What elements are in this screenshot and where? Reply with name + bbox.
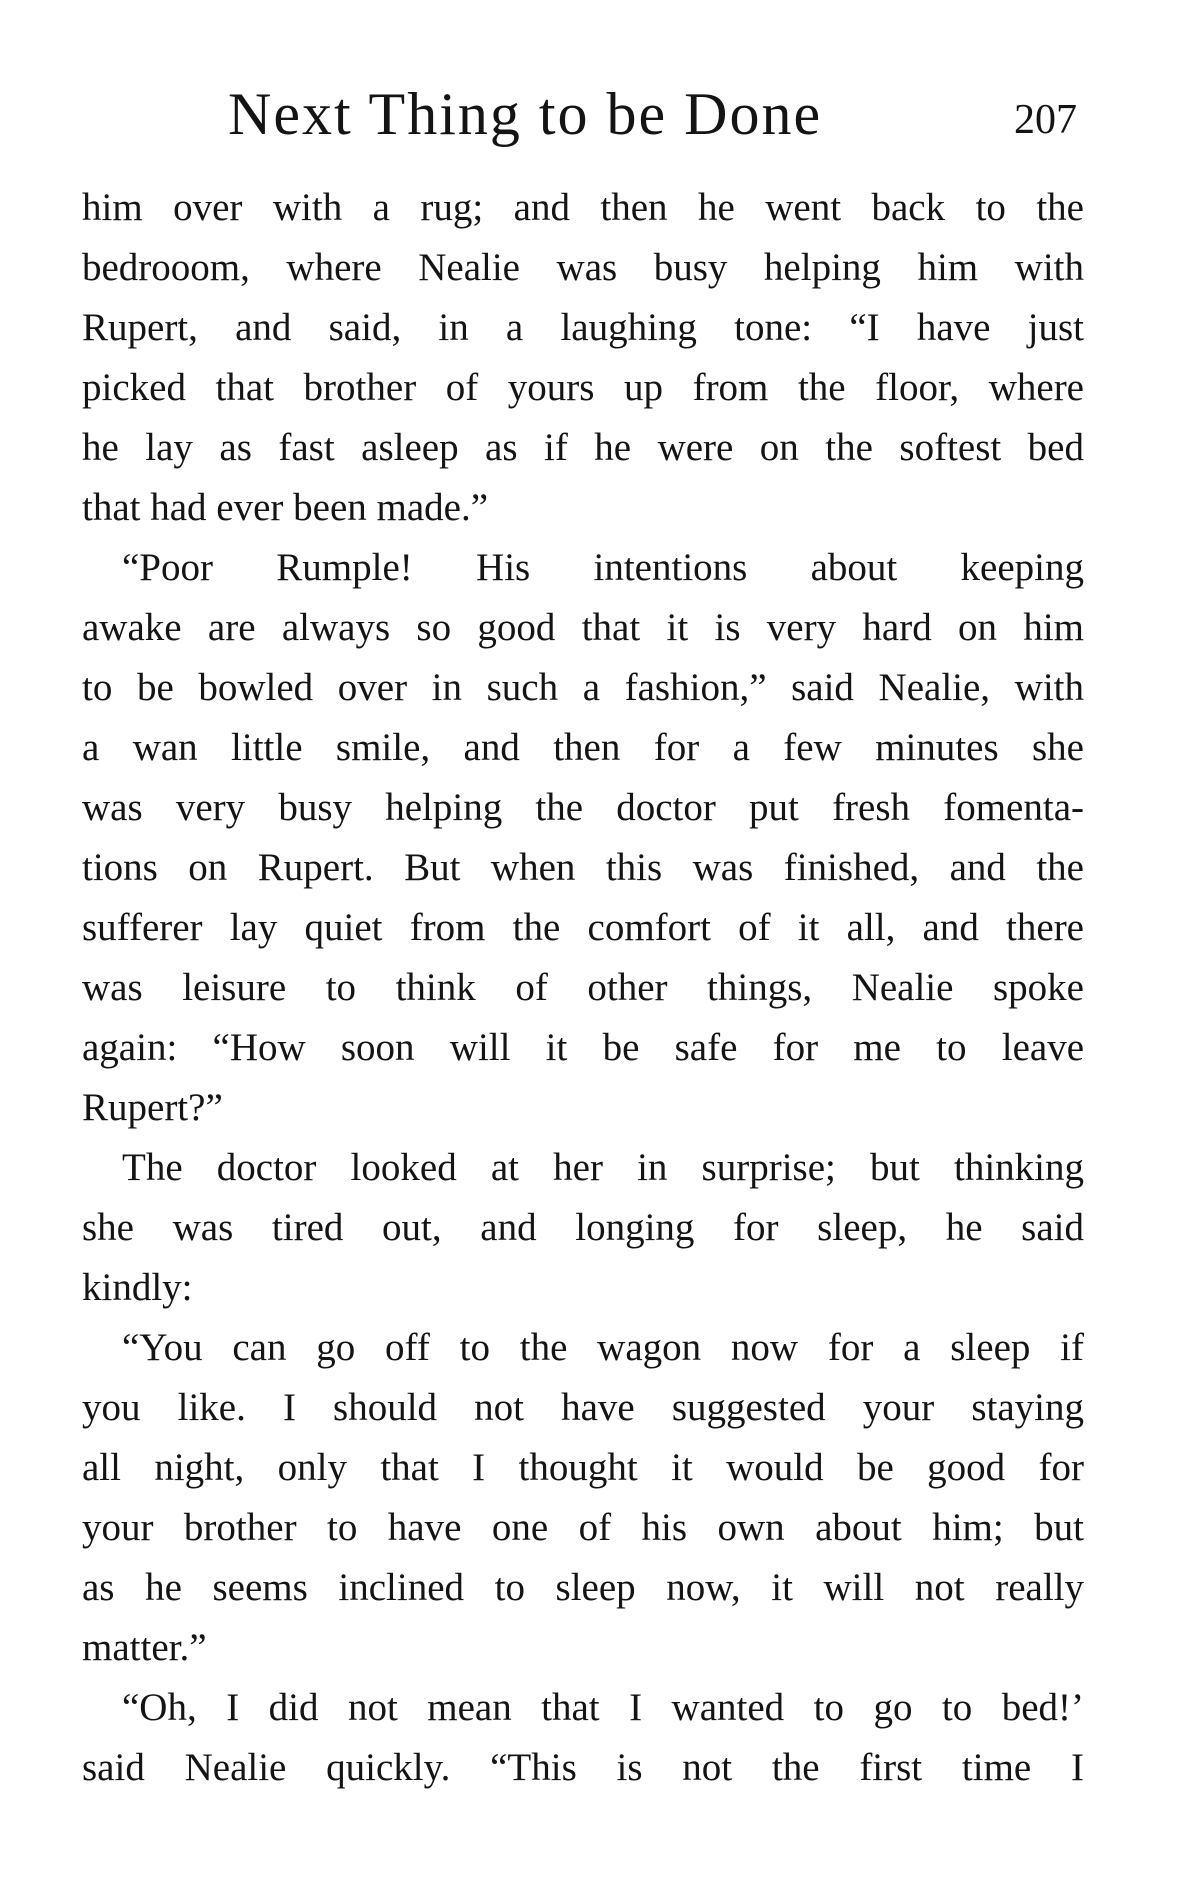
text-line: sufferer lay quiet from the comfort of it all, and there	[82, 906, 1084, 949]
text-line: matter.”	[82, 1626, 207, 1669]
text-line: a wan little smile, and then for a few minutes she	[82, 726, 1084, 769]
text-line: to be bowled over in such a fashion,” said Nealie, with	[82, 666, 1084, 709]
text-line: she was tired out, and longing for sleep, he said	[82, 1206, 1084, 1249]
text-line: was leisure to think of other things, Nealie spoke	[82, 966, 1084, 1009]
text-line: Rupert, and said, in a laughing tone: “I have just	[82, 306, 1084, 349]
text-line: he lay as fast asleep as if he were on the softest bed	[82, 426, 1084, 469]
text-line: tions on Rupert. But when this was finished, and the	[82, 846, 1084, 889]
page-number: 207	[1014, 97, 1077, 143]
text-line: “Poor Rumple! His intentions about keeping	[122, 546, 1084, 589]
text-line: The doctor looked at her in surprise; but thinking	[122, 1146, 1084, 1189]
running-head	[0, 78, 1198, 158]
text-line: you like. I should not have suggested your staying	[82, 1386, 1084, 1429]
text-line: “Oh, I did not mean that I wanted to go to bed!’	[122, 1686, 1084, 1729]
text-line: him over with a rug; and then he went back to the	[82, 186, 1084, 229]
text-line: that had ever been made.”	[82, 486, 489, 529]
text-line: said Nealie quickly. “This is not the first time I	[82, 1746, 1084, 1789]
text-line: your brother to have one of his own about him; but	[82, 1506, 1084, 1549]
text-line: picked that brother of yours up from the floor, where	[82, 366, 1084, 409]
running-title: Next Thing to be Done	[228, 81, 823, 147]
text-line: awake are always so good that it is very hard on him	[82, 606, 1084, 649]
text-line: Rupert?”	[82, 1086, 223, 1129]
text-line: as he seems inclined to sleep now, it will not really	[82, 1566, 1084, 1609]
body-text	[82, 178, 1084, 1798]
text-line: again: “How soon will it be safe for me to leave	[82, 1026, 1084, 1069]
text-line: all night, only that I thought it would be good for	[82, 1446, 1084, 1489]
text-line: was very busy helping the doctor put fresh fomenta-	[82, 786, 1084, 829]
text-line: bedrooom, where Nealie was busy helping him with	[82, 246, 1084, 289]
text-line: “You can go off to the wagon now for a sleep if	[122, 1326, 1084, 1369]
text-line: kindly:	[82, 1266, 193, 1309]
